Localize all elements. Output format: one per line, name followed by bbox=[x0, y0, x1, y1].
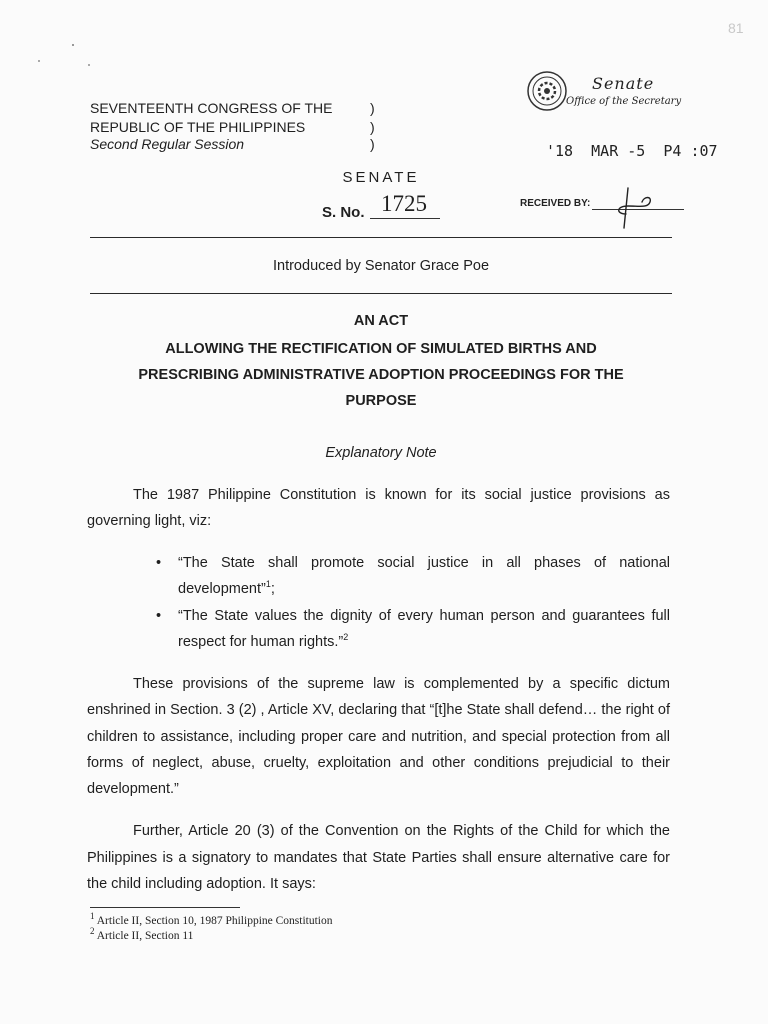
chamber-heading: SENATE bbox=[342, 169, 420, 186]
scan-speck bbox=[72, 44, 74, 46]
congress-line: SEVENTEENTH CONGRESS OF THE bbox=[90, 100, 333, 116]
paragraph-text: Further, Article 20 (3) of the Convention on the Rights of the Child for which the Philippines is a signatory to mandates that State Parties shall ensure alternative care for the child including adoption. It says: bbox=[87, 823, 670, 892]
republic-line: REPUBLIC OF THE PHILIPPINES bbox=[90, 119, 306, 135]
paragraph bbox=[87, 483, 670, 534]
introduced-by: Introduced by Senator Grace Poe bbox=[272, 258, 490, 274]
stamp-senate: Senate bbox=[592, 74, 655, 93]
scan-speck bbox=[38, 60, 40, 62]
bullet-marker: • bbox=[156, 555, 162, 571]
act-heading: AN ACT bbox=[353, 313, 409, 329]
explanatory-note-heading: Explanatory Note bbox=[325, 445, 437, 461]
paragraph-text: The 1987 Philippine Constitution is known for its social justice provisions as governing light, viz: bbox=[87, 487, 670, 529]
footnote-rule bbox=[90, 907, 240, 908]
senate-seal-icon bbox=[526, 70, 568, 112]
divider bbox=[90, 237, 672, 238]
paren: ) bbox=[370, 136, 375, 152]
stamp-datetime: '18 MAR -5 P4 :07 bbox=[546, 142, 718, 160]
paren: ) bbox=[370, 119, 375, 135]
footnote bbox=[90, 911, 333, 928]
session-line: Second Regular Session bbox=[90, 136, 245, 152]
footnote-ref: 1 bbox=[265, 578, 271, 589]
signature-icon bbox=[606, 184, 676, 232]
bullet-marker: • bbox=[156, 608, 162, 624]
divider bbox=[90, 293, 672, 294]
stamp-office: Office of the Secretary bbox=[566, 96, 682, 107]
paragraph bbox=[87, 671, 670, 802]
bill-number: 1725 bbox=[381, 191, 427, 216]
bill-label: S. No. bbox=[322, 204, 365, 221]
footnote-text: Article II, Section 10, 1987 Philippine Constitution bbox=[96, 915, 333, 927]
bill-number-underline bbox=[370, 218, 440, 219]
footnote-number: 2 bbox=[90, 926, 95, 937]
footnote-text: Article II, Section 11 bbox=[96, 930, 194, 942]
bullet-text: “The State values the dignity of every human person and guarantees full respect for human rights.” bbox=[178, 608, 670, 650]
bullet-text: “The State shall promote social justice in all phases of national development” bbox=[178, 555, 670, 597]
paragraph bbox=[87, 818, 670, 898]
scan-speck bbox=[88, 64, 90, 66]
act-title-line: PURPOSE bbox=[345, 393, 417, 409]
bullet-punct: ; bbox=[270, 580, 275, 597]
page-mark: 81 bbox=[728, 20, 744, 36]
footnote-number: 1 bbox=[90, 911, 95, 922]
bullet-item bbox=[178, 551, 670, 602]
footnote-ref: 2 bbox=[343, 631, 349, 642]
act-title-line: PRESCRIBING ADMINISTRATIVE ADOPTION PROCEEDINGS FOR THE bbox=[138, 367, 624, 383]
stamp-received-by: RECEIVED BY: bbox=[520, 198, 591, 209]
footnote bbox=[90, 926, 194, 943]
paragraph-text: These provisions of the supreme law is complemented by a specific dictum enshrined in Section. 3 (2) , Article XV, declaring that “[t]he State shall defend… the right of children to assistance, including proper care and nutrition, and special protection from all forms of neglect, abuse, cruelty, exploitation and other conditions prejudicial to their development.” bbox=[87, 676, 670, 798]
paren: ) bbox=[370, 100, 375, 116]
bullet-item bbox=[178, 604, 670, 655]
act-title-line: ALLOWING THE RECTIFICATION OF SIMULATED BIRTHS AND bbox=[165, 341, 597, 357]
